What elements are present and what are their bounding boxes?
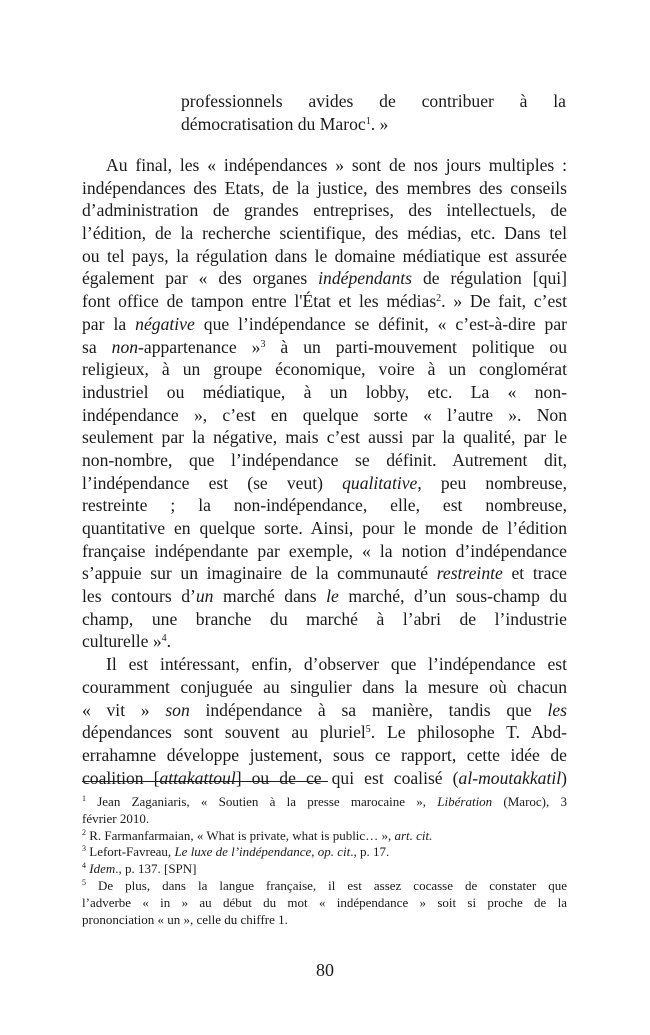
footnotes [82, 794, 567, 928]
paragraph-line: errahamne développe justement, sous ce rapport, cette idée de [82, 744, 567, 765]
paragraph-line: s’appuie sur un imaginaire de la communauté restreinte et trace [82, 563, 567, 584]
footnote: février 2010. [82, 810, 150, 826]
paragraph-line: par la négative que l’indépendance se définit, « c’est-à-dire par [82, 313, 567, 334]
footnote: prononciation « un », celle du chiffre 1. [82, 911, 288, 927]
paragraph-line: culturelle »$^4$. [82, 631, 172, 652]
footnote: $^5$ De plus, dans la langue française, il est assez cocasse de constater que [82, 877, 567, 893]
paragraph-line: champ, une branche du marché à l’abri de l’industrie [82, 608, 567, 629]
footnote: l’adverbe « in » au début du mot « indépendance » soit si proche de la [82, 894, 567, 910]
paragraph-line: indépendance », c’est en quelque sorte « l’autre ». Non [82, 404, 567, 425]
footnote: $^2$ R. Farmanfarmaian, « What is private, what is public… », art. cit. [82, 827, 433, 843]
paragraph-line: quantitative en quelque sorte. Ainsi, pour le monde de l’édition [82, 518, 567, 538]
paragraph-line: les contours d’un marché dans le marché, d’un sous-champ du [82, 586, 567, 607]
quote-line: professionnels avides de contribuer à la [181, 91, 566, 111]
footnote: $^4$ Idem., p. 137. [SPN] [82, 861, 197, 877]
paragraph-line: non-nombre, que l’indépendance se définit. Autrement dit, [82, 449, 567, 470]
paragraph-line: industriel ou médiatique, à un lobby, etc. La « non- [82, 381, 567, 402]
footnote-separator [82, 781, 328, 782]
footnote: $^3$ Lefort-Favreau, Le luxe de l’indépendance, op. cit., p. 17. [82, 844, 390, 860]
quote-line: démocratisation du Maroc$^1$. » [181, 113, 389, 134]
paragraph-line: dépendances sont souvent au pluriel$^5$. Le philosophe T. Abd- [82, 722, 567, 743]
paragraph-line: font office de tampon entre l'État et les médias$^2$. » De fait, c’est [82, 291, 567, 312]
footnote-ref[interactable]: 1 [365, 115, 371, 127]
paragraph-line: également par « des organes indépendants de régulation [qui] [82, 268, 567, 289]
page-number: 80 [316, 960, 334, 980]
paragraph-line: d’administration de grandes entreprises, des intellectuels, de [82, 200, 567, 221]
footnote: $^1$ Jean Zaganiaris, « Soutien à la presse marocaine », Libération (Maroc), 3 [82, 794, 567, 809]
paragraph-line: sa non-appartenance »$^3$ à un parti-mouvement politique ou [82, 336, 568, 357]
footnote-ref[interactable]: 3 [260, 338, 266, 350]
footnote-ref[interactable]: 5 [365, 724, 371, 736]
paragraph-line: ou tel pays, la régulation dans le domaine médiatique est assurée [82, 245, 567, 266]
footnote-ref[interactable]: 4 [161, 633, 167, 645]
paragraph-line: indépendances des Etats, de la justice, des membres des conseils [82, 177, 567, 198]
paragraph-line: Au final, les « indépendances » sont de nos jours multiples : [106, 155, 567, 175]
paragraph-line: l’édition, de la recherche scientifique, des médias, etc. Dans tel [82, 223, 567, 244]
paragraph-line: « vit » son indépendance à sa manière, tandis que les [82, 699, 567, 720]
footnote-ref[interactable]: 2 [436, 293, 442, 305]
paragraph-line: Il est intéressant, enfin, d’observer que l’indépendance est [106, 654, 567, 675]
paragraph-line: religieux, à un groupe économique, voire à un conglomérat [82, 359, 567, 380]
paragraph-line: seulement par la négative, mais c’est aussi par la qualité, par le [82, 427, 567, 448]
body-text [82, 154, 567, 789]
paragraph-line: l’indépendance est (se veut) qualitative, peu nombreuse, [82, 472, 567, 493]
paragraph-line: restreinte ; la non-indépendance, elle, est nombreuse, [82, 495, 567, 516]
block-quote [181, 90, 566, 135]
paragraph-line: coalition [attakattoul] ou de ce qui est coalisé (al-moutakkatil) [82, 767, 567, 788]
paragraph-line: couramment conjuguée au singulier dans la mesure où chacun [82, 676, 567, 697]
paragraph-line: française indépendante par exemple, « la notion d’indépendance [82, 540, 567, 561]
